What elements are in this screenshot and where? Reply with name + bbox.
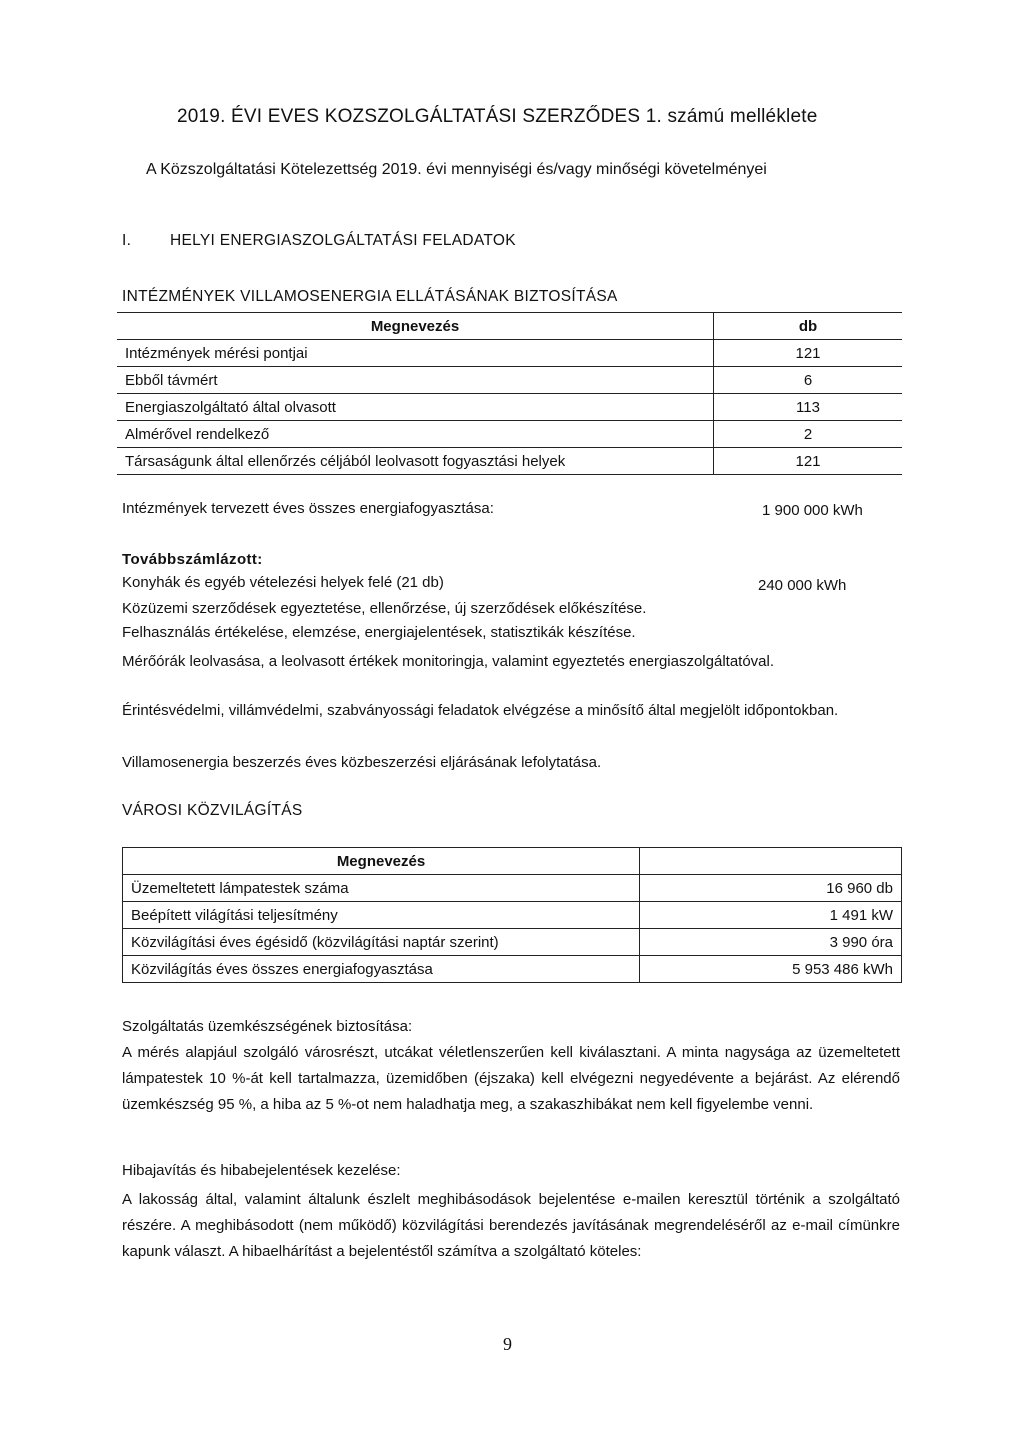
task-item: Villamosenergia beszerzés éves közbeszerzési eljárásának lefolytatása. [122, 754, 602, 771]
column-header-name: Megnevezés [123, 848, 640, 875]
readiness-heading: Szolgáltatás üzemkészségének biztosítása: [122, 1018, 413, 1035]
table-row [117, 367, 902, 394]
table-row [123, 875, 902, 902]
table-row [117, 421, 902, 448]
row-label: Beépített világítási teljesítmény [123, 902, 640, 929]
table-header-row [123, 848, 902, 875]
repair-paragraph: A lakosság által, valamint általunk észlelt meghibásodások bejelentése e-mailen keresztül történik a szolgáltató részére. A meghibásodott (nem működő) közvilágítási berendezés javításának megrendeléséről az e-mail címünkre kapunk választ. A hibaelhárítást a bejelentéstől számítva a szolgáltató köteles: [122, 1191, 900, 1260]
row-value: 121 [714, 340, 903, 367]
table-header-row [117, 313, 902, 340]
section-heading [122, 232, 516, 250]
section2-heading: VÁROSI KÖZVILÁGÍTÁS [122, 802, 303, 819]
row-value: 5 953 486 kWh [640, 956, 902, 983]
task-item: Közüzemi szerződések egyeztetése, ellenőrzése, új szerződések előkészítése. [122, 600, 647, 617]
row-value: 121 [714, 448, 903, 475]
readiness-paragraph: A mérés alapjául szolgáló városrészt, utcákat véletlenszerűen kell kiválasztani. A minta nagysága az üzemeltetett lámpatestek 10 %-át kell tartalmazza, üzemidőben (éjszaka) kell elvégezni negyedévente a bejárást. Az elérendő üzemkészség 95 %, a hiba az 5 %-ot nem haladhatja meg, a szakaszhibákat nem kell figyelembe venni. [122, 1044, 900, 1113]
row-label: Almérővel rendelkező [117, 421, 714, 448]
row-label: Intézmények mérési pontjai [117, 340, 714, 367]
row-label: Társaságunk által ellenőrzés céljából leolvasott fogyasztási helyek [117, 448, 714, 475]
section-title: HELYI ENERGIASZOLGÁLTATÁSI FELADATOK [170, 232, 516, 249]
task-item: Érintésvédelmi, villámvédelmi, szabványossági feladatok elvégzése a minősítő által megjelölt időpontokban. [122, 702, 839, 719]
table-row [117, 340, 902, 367]
column-header-count: db [714, 313, 903, 340]
column-header-name: Megnevezés [117, 313, 714, 340]
document-title: 2019. ÉVI EVES KOZSZOLGÁLTATÁSI SZERZŐDES 1. számú melléklete [177, 106, 818, 127]
table-row [123, 902, 902, 929]
row-value: 2 [714, 421, 903, 448]
task-item: Mérőórák leolvasása, a leolvasott értékek monitoringja, valamint egyeztetés energiaszolgáltatóval. [122, 653, 775, 670]
row-label: Közvilágítási éves égésidő (közvilágítási naptár szerint) [123, 929, 640, 956]
subsection-heading: INTÉZMÉNYEK VILLAMOSENERGIA ELLÁTÁSÁNAK BIZTOSÍTÁSA [122, 288, 618, 305]
table-row [117, 394, 902, 421]
table-row [123, 929, 902, 956]
planned-consumption-value: 1 900 000 kWh [762, 502, 863, 519]
row-label: Üzemeltetett lámpatestek száma [123, 875, 640, 902]
planned-consumption-label: Intézmények tervezett éves összes energiafogyasztása: [122, 500, 494, 517]
row-value: 16 960 db [640, 875, 902, 902]
row-value: 113 [714, 394, 903, 421]
row-value: 6 [714, 367, 903, 394]
rebilled-label: Konyhák és egyéb vételezési helyek felé (21 db) [122, 574, 444, 591]
row-label: Energiaszolgáltató által olvasott [117, 394, 714, 421]
rebilled-value: 240 000 kWh [758, 577, 847, 594]
row-label: Közvilágítás éves összes energiafogyasztása [123, 956, 640, 983]
street-lighting-table [122, 847, 902, 983]
rebilled-heading: Továbbszámlázott: [122, 551, 263, 568]
row-value: 1 491 kW [640, 902, 902, 929]
row-label: Ebből távmért [117, 367, 714, 394]
page-number: 9 [503, 1334, 512, 1354]
section-number: I. [122, 232, 132, 249]
task-item: Felhasználás értékelése, elemzése, energiajelentések, statisztikák készítése. [122, 624, 636, 641]
repair-heading: Hibajavítás és hibabejelentések kezelése: [122, 1162, 401, 1179]
table-row [117, 448, 902, 475]
institutions-table [117, 312, 902, 475]
row-value: 3 990 óra [640, 929, 902, 956]
table-row [123, 956, 902, 983]
column-header-value [640, 848, 902, 875]
document-subtitle: A Közszolgáltatási Kötelezettség 2019. évi mennyiségi és/vagy minőségi követelményei [146, 161, 767, 178]
